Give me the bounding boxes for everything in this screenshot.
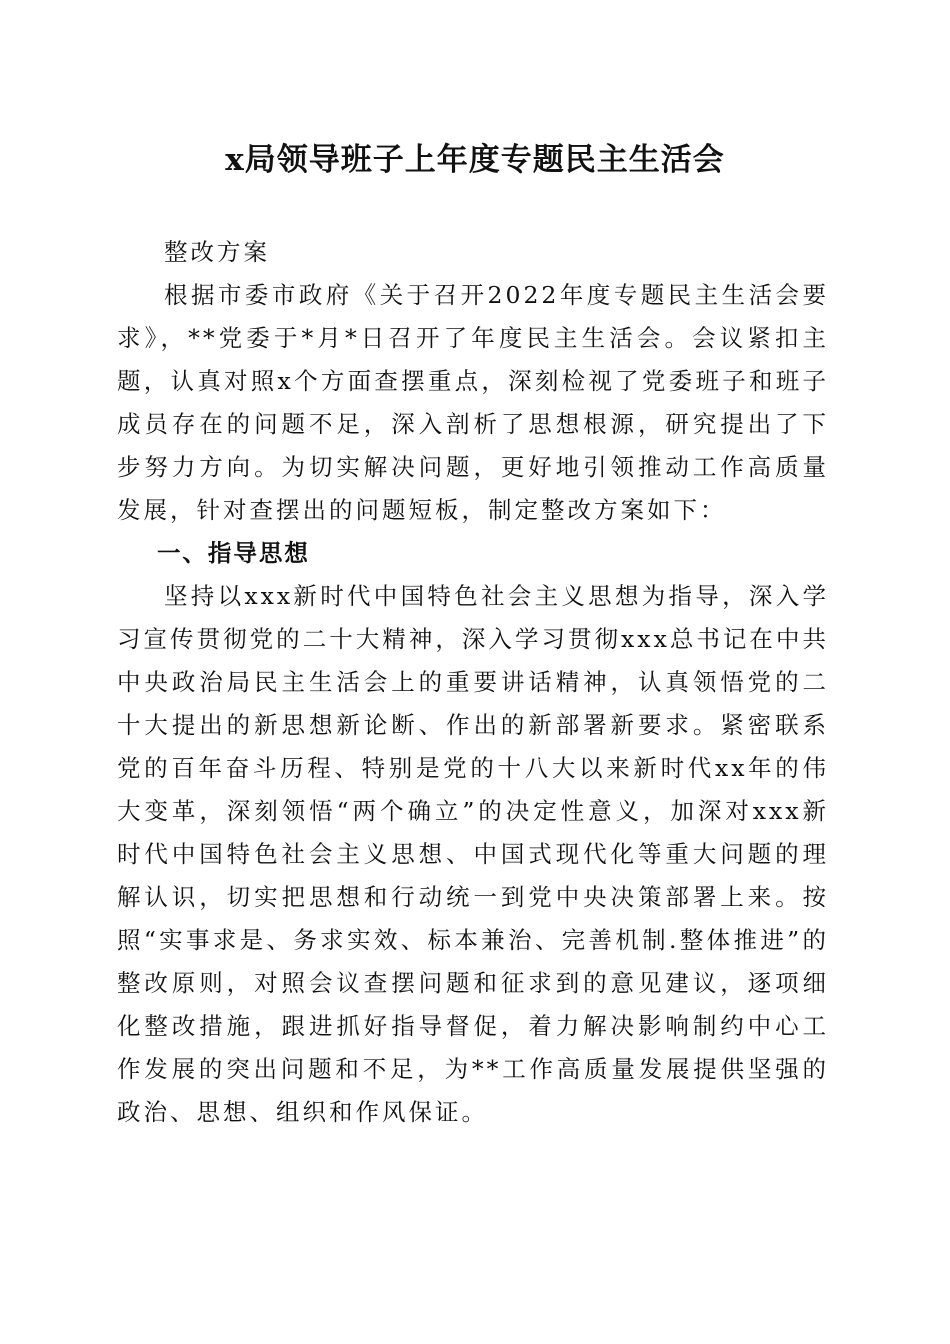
- section-paragraph-guiding-ideology: 坚持以xxx新时代中国特色社会主义思想为指导，深入学习宣传贯彻党的二十大精神，深入学习贯彻xxx总书记在中共中央政治局民主生活会上的重要讲话精神，认真领悟党的二十大提出的新思想新论断、作出的新部署新要求。紧密联系党的百年奋斗历程、特别是党的十八大以来新时代xx年的伟大变革，深刻领悟“两个确立”的决定性意义，加深对xxx新时代中国特色社会主义思想、中国式现代化等重大问题的理解认识，切实把思想和行动统一到党中央决策部署上来。按照“实事求是、务求实效、标本兼治、完善机制.整体推进”的整改原则，对照会议查摆问题和征求到的意见建议，逐项细化整改措施，跟进抓好指导督促，着力解决影响制约中心工作发展的突出问题和不足，为**工作高质量发展提供坚强的政治、思想、组织和作风保证。: [117, 582, 829, 1126]
- intro-paragraph: 根据市委市政府《关于召开2022年度专题民主生活会要求》，**党委于*月*日召开了年度民主生活会。会议紧扣主题，认真对照x个方面查摆重点，深刻检视了党委班子和班子成员存在的问题不足，深入剖析了思想根源，研究提出了下步努力方向。为切实解决问题，更好地引领推动工作高质量发展，针对查摆出的问题短板，制定整改方案如下：: [117, 281, 829, 524]
- section-heading-guiding-ideology: 一、指导思想: [156, 539, 310, 567]
- document-body: [117, 231, 829, 1134]
- document-subtitle: 整改方案: [164, 238, 270, 266]
- document-title: x局领导班子上年度专题民主生活会: [225, 142, 725, 178]
